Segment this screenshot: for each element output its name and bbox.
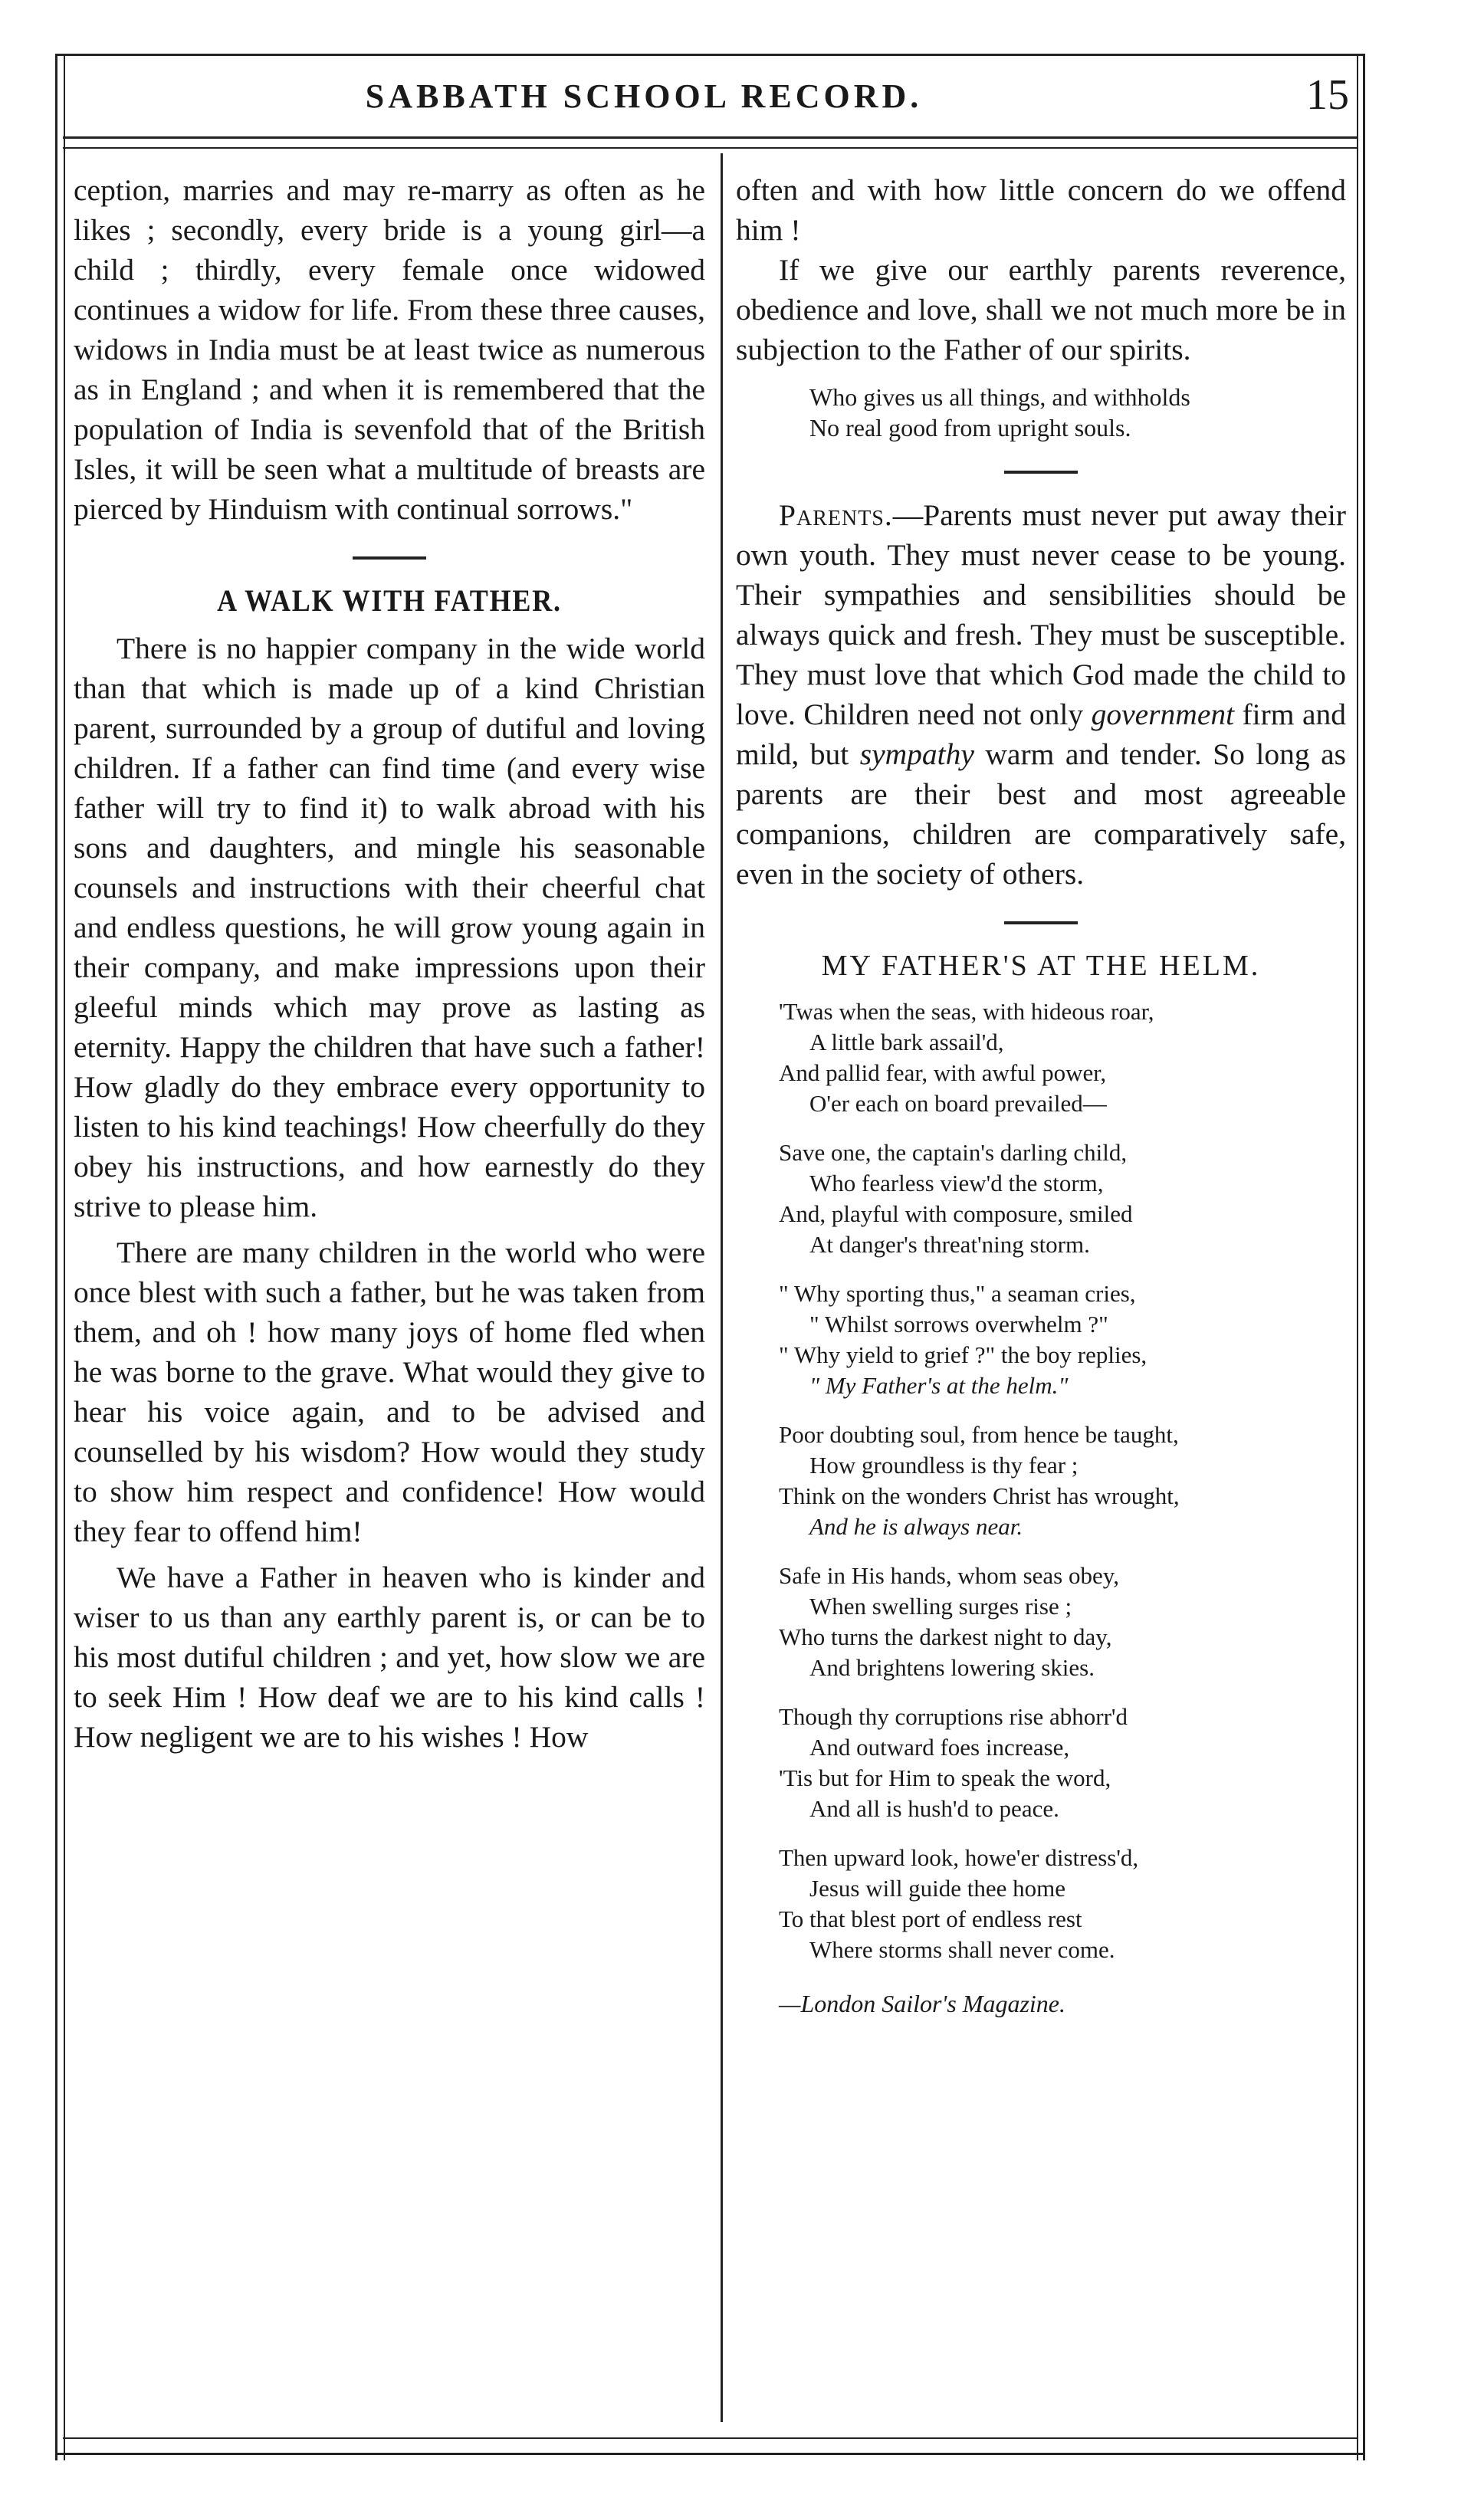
verse-line: No real good from upright souls. bbox=[809, 414, 1131, 441]
poem-heading: MY FATHER'S AT THE HELM. bbox=[821, 950, 1261, 982]
poem-stanza bbox=[736, 1420, 1346, 1542]
paragraph: There are many children in the world who were once blest with such a father, but he was taken from them, and oh ! how many joys of home fled when he was borne to the grave. What would they give to hear his voice again, and to be advised and counselled by his wisdom? How would they study to show him respect and confidence! How would they fear to offend him! bbox=[74, 1236, 705, 1548]
section-separator bbox=[353, 556, 426, 560]
left-column bbox=[74, 170, 705, 1757]
paragraph: There is no happier company in the wide world than that which is made up of a kind Christian parent, surrounded by a group of dutiful and loving children. If a father can find time (and every wise father will try to find it) to walk abroad with his sons and daughters, and mingle his seasonable counsels and instructions with their cheerful chat and endless questions, he will grow young again in their company, and make impressions upon their gleeful minds which may prove as lasting as eternity. Happy the children that have such a father! How gladly do they embrace every opportunity to listen to his kind teachings! How cheerfully do they obey his instructions, and how earnestly do they strive to please him. bbox=[74, 632, 705, 1223]
poem-line: Poor doubting soul, from hence be taught, bbox=[779, 1421, 1179, 1448]
poem-line: Though thy corruptions rise abhorr'd bbox=[779, 1703, 1128, 1730]
right-column bbox=[736, 170, 1346, 2024]
poem-stanza bbox=[736, 1137, 1346, 1260]
poem-attribution: —London Sailor's Magazine. bbox=[779, 1990, 1065, 2017]
paragraph: If we give our earthly parents reverence, obedience and love, shall we not much more be in subjection to the Father of our spirits. bbox=[736, 253, 1346, 366]
poem-line: Who turns the darkest night to day, bbox=[779, 1623, 1112, 1650]
poem-line: Jesus will guide thee home bbox=[809, 1875, 1066, 1902]
poem-line: Where storms shall never come. bbox=[809, 1936, 1115, 1963]
poem-line: And pallid fear, with awful power, bbox=[779, 1059, 1107, 1086]
page-number: 15 bbox=[1306, 71, 1349, 119]
paragraph-parents: Parents.—Parents must never put away their own youth. They must never cease to be young. Their sympathies and sensibilities should be always quick and fresh. They must be susceptible. They must love that which God made the child to love. Children need not only government firm and mild, but sympathy warm and tender. So long as parents are their best and most agreeable companions, children are comparatively safe, even in the society of others. bbox=[736, 498, 1347, 891]
column-divider bbox=[721, 153, 723, 2422]
poem-line: And outward foes increase, bbox=[809, 1734, 1070, 1761]
poem-line: " Why yield to grief ?" the boy replies, bbox=[779, 1341, 1147, 1368]
poem-line: And he is always near. bbox=[809, 1513, 1023, 1540]
poem-line: " Why sporting thus," a seaman cries, bbox=[779, 1280, 1136, 1307]
poem-line: How groundless is thy fear ; bbox=[809, 1452, 1079, 1479]
poem-line: At danger's threat'ning storm. bbox=[809, 1231, 1090, 1258]
poem-stanza bbox=[736, 1561, 1346, 1683]
header-rule-thin bbox=[63, 147, 1357, 149]
paragraph-continued: often and with how little concern do we offend him ! bbox=[736, 173, 1346, 247]
poem-line: O'er each on board prevailed— bbox=[809, 1090, 1107, 1117]
poem-line: And brightens lowering skies. bbox=[809, 1654, 1095, 1681]
poem-line: 'Tis but for Him to speak the word, bbox=[779, 1764, 1111, 1791]
poem-line: Think on the wonders Christ has wrought, bbox=[779, 1482, 1180, 1509]
poem-line: When swelling surges rise ; bbox=[809, 1593, 1072, 1620]
section-separator bbox=[1004, 471, 1078, 474]
running-title: SABBATH SCHOOL RECORD. bbox=[365, 77, 923, 115]
poem-line: Save one, the captain's darling child, bbox=[779, 1139, 1128, 1166]
poem-line: " My Father's at the helm." bbox=[809, 1372, 1069, 1399]
poem-line: And, playful with composure, smiled bbox=[779, 1200, 1133, 1227]
poem-line: To that blest port of endless rest bbox=[779, 1905, 1082, 1932]
article-heading-walk: A WALK WITH FATHER. bbox=[217, 583, 562, 618]
poem-line: Then upward look, howe'er distress'd, bbox=[779, 1844, 1139, 1871]
poem-stanza bbox=[736, 1278, 1346, 1401]
header-rule bbox=[63, 136, 1357, 139]
poem-stanza bbox=[736, 996, 1346, 1119]
verse-quote bbox=[736, 382, 1346, 443]
footer-rule bbox=[55, 2453, 1363, 2455]
poem-line: 'Twas when the seas, with hideous roar, bbox=[779, 998, 1154, 1025]
frame-right-border bbox=[1357, 54, 1365, 2460]
poem-line: A little bark assail'd, bbox=[809, 1029, 1004, 1055]
poem-stanza bbox=[736, 1843, 1346, 1965]
footer-rule-thin bbox=[63, 2437, 1357, 2439]
paragraph: We have a Father in heaven who is kinder and wiser to us than any earthly parent is, or can be to his most dutiful children ; and yet, how slow we are to seek Him ! How deaf we are to his kind calls ! How negligent we are to his wishes ! How bbox=[74, 1561, 705, 1754]
section-separator bbox=[1004, 921, 1078, 924]
poem bbox=[736, 996, 1346, 1965]
run-in-heading: Parents. bbox=[779, 498, 893, 532]
poem-line: And all is hush'd to peace. bbox=[809, 1795, 1059, 1822]
frame-left-border bbox=[55, 54, 65, 2460]
verse-line: Who gives us all things, and withholds bbox=[809, 383, 1190, 411]
poem-line: " Whilst sorrows overwhelm ?" bbox=[809, 1311, 1108, 1338]
poem-line: Safe in His hands, whom seas obey, bbox=[779, 1562, 1119, 1589]
poem-line: Who fearless view'd the storm, bbox=[809, 1170, 1104, 1196]
frame-top-rule bbox=[55, 54, 1363, 56]
poem-stanza bbox=[736, 1702, 1346, 1824]
paragraph-continued: ception, marries and may re-marry as often as he likes ; secondly, every bride is a young girl—a child ; thirdly, every female once widowed continues a widow for life. From these three causes, widows in India must be at least twice as numerous as in England ; and when it is remembered that the population of India is sevenfold that of the British Isles, it will be seen what a multitude of breasts are pierced by Hinduism with continual sorrows." bbox=[74, 173, 705, 526]
